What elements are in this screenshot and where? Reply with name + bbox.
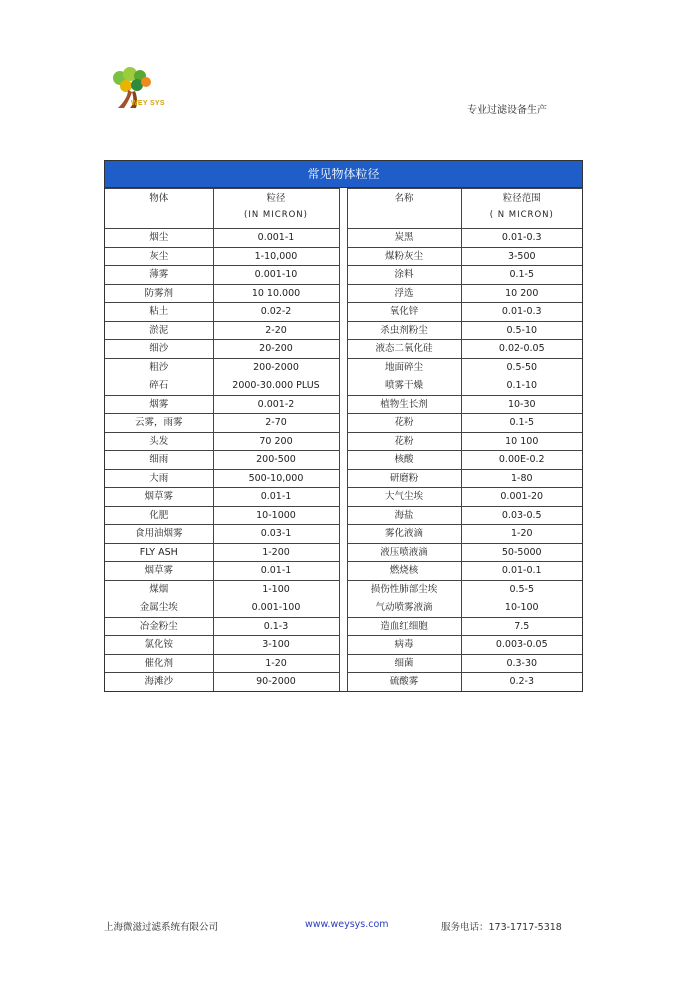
table-row [105,395,582,414]
right-row-size: 0.01-0.3 [461,229,582,248]
left-row-size: 0.01-1 [213,562,339,581]
right-row-size: 0.03-0.5 [461,506,582,525]
table-row [105,266,582,285]
left-row-name: 烟草雾 [105,562,213,581]
logo-text: WEY SYS [131,100,165,107]
table-row [105,506,582,525]
right-row-size: 1-20 [461,525,582,544]
table-row [105,340,582,359]
left-row-size: 1-200 [213,543,339,562]
left-row-name: 化肥 [105,506,213,525]
right-size-header: 粒径范围 ( N MICRON) [461,189,582,229]
column-gap [339,488,347,507]
column-gap [339,189,347,229]
left-row-name: 大雨 [105,469,213,488]
column-gap [339,432,347,451]
right-row-name: 硫酸雾 [347,673,461,691]
right-row-name: 液压喷液滴 [347,543,461,562]
right-row-size: 0.01-0.1 [461,562,582,581]
left-row-name: 粘土 [105,303,213,322]
column-gap [339,284,347,303]
right-row-name: 大气尘埃 [347,488,461,507]
left-row-name: 头发 [105,432,213,451]
right-row-name: 氧化锌 [347,303,461,322]
right-row-size: 0.00E-0.2 [461,451,582,470]
left-row-size: 90-2000 [213,673,339,691]
right-row-size: 0.3-30 [461,654,582,673]
right-row-name: 核酸 [347,451,461,470]
left-row-size: 0.03-1 [213,525,339,544]
column-gap [339,562,347,581]
table-row [105,543,582,562]
right-row-name: 花粉 [347,432,461,451]
column-gap [339,395,347,414]
left-row-size: 20-200 [213,340,339,359]
right-row-name: 地面碎尘 喷雾干燥 [347,358,461,395]
column-gap [339,506,347,525]
table-body [105,189,582,691]
column-gap [339,673,347,691]
column-gap [339,321,347,340]
footer-phone: 服务电话：173-1717-5318 [441,922,562,933]
right-row-size: 10 100 [461,432,582,451]
left-row-name: 细雨 [105,451,213,470]
table-row [105,617,582,636]
right-row-size: 0.1-5 [461,414,582,433]
column-gap [339,414,347,433]
left-row-size: 500-10,000 [213,469,339,488]
left-row-name: 淤泥 [105,321,213,340]
table-row [105,562,582,581]
right-row-name: 细菌 [347,654,461,673]
right-row-size: 1-80 [461,469,582,488]
left-name-header: 物体 [105,189,213,229]
header-tagline: 专业过滤设备生产 [467,105,547,116]
left-row-size: 0.001-1 [213,229,339,248]
right-row-size: 7.5 [461,617,582,636]
left-row-size: 0.02-2 [213,303,339,322]
right-name-header: 名称 [347,189,461,229]
left-row-size: 10 10.000 [213,284,339,303]
left-row-name: 烟雾 [105,395,213,414]
table-row [105,673,582,691]
right-row-size: 0.5-5 10-100 [461,580,582,617]
left-row-size: 200-500 [213,451,339,470]
right-row-size: 0.5-50 0.1-10 [461,358,582,395]
right-row-size: 0.02-0.05 [461,340,582,359]
table-row [105,488,582,507]
table-row [105,525,582,544]
left-row-name: 云雾，雨雾 [105,414,213,433]
column-gap [339,229,347,248]
left-row-size: 2-20 [213,321,339,340]
right-row-size: 0.003-0.05 [461,636,582,655]
particle-table-grid [105,188,582,691]
right-row-size: 0.5-10 [461,321,582,340]
right-row-name: 燃烧核 [347,562,461,581]
column-gap [339,580,347,617]
column-gap [339,340,347,359]
column-gap [339,303,347,322]
right-row-name: 海盐 [347,506,461,525]
left-row-size: 3-100 [213,636,339,655]
right-row-size: 50-5000 [461,543,582,562]
column-gap [339,266,347,285]
right-row-size: 0.01-0.3 [461,303,582,322]
table-row [105,303,582,322]
table-row [105,284,582,303]
left-row-name: 粗沙 碎石 [105,358,213,395]
column-gap [339,358,347,395]
right-row-name: 植物生长剂 [347,395,461,414]
left-row-name: 食用油烟雾 [105,525,213,544]
left-row-name: 氯化铵 [105,636,213,655]
table-row [105,358,582,395]
table-row [105,229,582,248]
left-row-size: 1-10,000 [213,247,339,266]
footer-website-link[interactable]: www.weysys.com [305,919,389,930]
column-gap [339,247,347,266]
right-row-name: 研磨粉 [347,469,461,488]
right-row-size: 0.2-3 [461,673,582,691]
right-row-size: 3-500 [461,247,582,266]
right-row-name: 病毒 [347,636,461,655]
right-row-name: 液态二氧化硅 [347,340,461,359]
right-row-name: 煤粉灰尘 [347,247,461,266]
left-row-name: 防雾剂 [105,284,213,303]
left-row-name: 催化剂 [105,654,213,673]
left-row-size: 1-100 0.001-100 [213,580,339,617]
table-title: 常见物体粒径 [105,161,582,188]
column-gap [339,469,347,488]
left-row-name: 海滩沙 [105,673,213,691]
right-row-size: 10-30 [461,395,582,414]
left-row-size: 0.001-10 [213,266,339,285]
table-row [105,432,582,451]
table-row [105,469,582,488]
table-row [105,636,582,655]
column-gap [339,617,347,636]
left-row-name: 烟草雾 [105,488,213,507]
table-row [105,414,582,433]
right-row-name: 造血红细胞 [347,617,461,636]
column-gap [339,654,347,673]
left-row-size: 10-1000 [213,506,339,525]
left-row-name: 细沙 [105,340,213,359]
left-row-size: 0.001-2 [213,395,339,414]
right-row-size: 0.1-5 [461,266,582,285]
left-row-size: 70 200 [213,432,339,451]
right-row-name: 杀虫剂粉尘 [347,321,461,340]
table-row [105,247,582,266]
left-row-size: 0.01-1 [213,488,339,507]
table-row [105,451,582,470]
footer-company: 上海微滋过滤系统有限公司 [104,922,219,933]
table-row [105,580,582,617]
left-row-name: 烟尘 [105,229,213,248]
right-row-size: 0.001-20 [461,488,582,507]
right-row-name: 炭黑 [347,229,461,248]
table-row [105,654,582,673]
left-row-size: 2-70 [213,414,339,433]
right-row-name: 雾化液滴 [347,525,461,544]
left-row-size: 200-2000 2000-30.000 PLUS [213,358,339,395]
left-row-name: 冶金粉尘 [105,617,213,636]
left-row-size: 0.1-3 [213,617,339,636]
left-row-size: 1-20 [213,654,339,673]
right-row-name: 损伤性肺部尘埃 气动喷雾液滴 [347,580,461,617]
right-row-name: 浮选 [347,284,461,303]
right-row-name: 涂料 [347,266,461,285]
column-gap [339,525,347,544]
column-gap [339,451,347,470]
right-row-name: 花粉 [347,414,461,433]
left-size-header: 粒径 (IN MICRON) [213,189,339,229]
left-row-name: 灰尘 [105,247,213,266]
left-row-name: 煤烟 金属尘埃 [105,580,213,617]
right-row-size: 10 200 [461,284,582,303]
particle-size-table [104,160,583,692]
table-header-row [105,189,582,229]
table-row [105,321,582,340]
left-row-name: 薄雾 [105,266,213,285]
column-gap [339,543,347,562]
left-row-name: FLY ASH [105,543,213,562]
column-gap [339,636,347,655]
